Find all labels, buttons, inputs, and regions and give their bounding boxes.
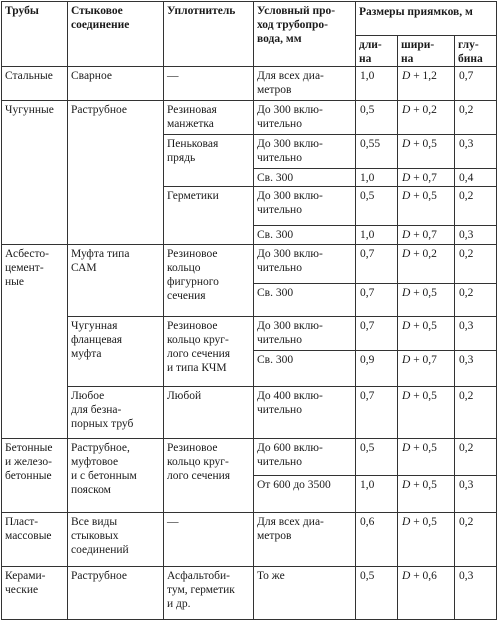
cell-width — [398, 168, 455, 186]
cell-depth: 0,3 — [455, 225, 497, 244]
cell-length: 1,0 — [356, 168, 398, 186]
cell-length: 0,5 — [356, 439, 398, 476]
width-base: D — [402, 248, 411, 261]
cell-nominal: Для всех диа- метров — [254, 513, 356, 566]
cell-joint: Чугунная фланцевая муфта — [68, 317, 164, 387]
cell-length: 1,0 — [356, 476, 398, 513]
cell-nominal: Для всех диа- метров — [254, 67, 356, 101]
cell-nominal: От 600 до 3500 — [254, 476, 356, 513]
cell-depth: 0,3 — [455, 134, 497, 168]
cell-length: 0,7 — [356, 245, 398, 284]
cell-nominal: До 300 вклю- чительно — [254, 134, 356, 168]
cell-seal: Пеньковая прядь — [164, 134, 254, 186]
cell-width — [398, 186, 455, 225]
cell-pipe: Бетонные и железо- бетонные — [2, 439, 68, 513]
cell-nominal: Св. 300 — [254, 168, 356, 186]
cell-seal: Герметики — [164, 186, 254, 244]
cell-width — [398, 439, 455, 476]
cell-depth: 0,2 — [455, 100, 497, 134]
cell-width — [398, 100, 455, 134]
width-add: + 0,7 — [410, 228, 437, 241]
cell-length: 0,7 — [356, 387, 398, 439]
header-depth: глу- бина — [455, 36, 497, 67]
cell-depth: 0,7 — [455, 67, 497, 101]
width-base: D — [402, 103, 411, 116]
cell-depth: 0,3 — [455, 351, 497, 387]
cell-joint: Муфта типа САМ — [68, 245, 164, 317]
cell-nominal: Св. 300 — [254, 225, 356, 244]
cell-seal: — — [164, 513, 254, 566]
width-base: D — [402, 171, 411, 184]
cell-depth: 0,4 — [455, 168, 497, 186]
header-length: дли- на — [356, 36, 398, 67]
cell-nominal: До 300 вклю- чительно — [254, 186, 356, 225]
width-base: D — [402, 137, 411, 150]
width-base: D — [402, 390, 411, 403]
cell-nominal: До 300 вклю- чительно — [254, 245, 356, 284]
width-base: D — [402, 228, 411, 241]
cell-length: 0,5 — [356, 100, 398, 134]
width-add: + 0,2 — [410, 103, 437, 116]
cell-seal: Резиновое кольцо круг- лого сечения — [164, 439, 254, 513]
cell-width — [398, 513, 455, 566]
cell-joint: Раструбное — [68, 100, 164, 245]
cell-seal: Резиновое кольцо фигурного сечения — [164, 245, 254, 317]
table-row — [2, 566, 497, 619]
width-base: D — [402, 442, 411, 455]
cell-nominal: То же — [254, 566, 356, 619]
width-add: + 0,5 — [410, 287, 437, 300]
width-add: + 0,5 — [410, 442, 437, 455]
cell-nominal: Св. 300 — [254, 284, 356, 317]
cell-nominal: До 600 вклю- чительно — [254, 439, 356, 476]
cell-nominal: До 300 вклю- чительно — [254, 317, 356, 351]
table-row — [2, 100, 497, 134]
header-pipes: Трубы — [2, 2, 68, 67]
cell-depth: 0,2 — [455, 245, 497, 284]
cell-length: 0,9 — [356, 351, 398, 387]
cell-width — [398, 225, 455, 244]
width-base: D — [402, 569, 411, 582]
cell-depth: 0,2 — [455, 186, 497, 225]
cell-depth: 0,2 — [455, 284, 497, 317]
width-add: + 0,5 — [410, 479, 437, 492]
width-add: + 0,6 — [410, 569, 437, 582]
width-add: + 0,5 — [410, 390, 437, 403]
cell-depth: 0,3 — [455, 476, 497, 513]
cell-nominal: До 400 вклю- чительно — [254, 387, 356, 439]
cell-depth: 0,2 — [455, 387, 497, 439]
cell-length: 0,7 — [356, 317, 398, 351]
cell-length: 0,5 — [356, 186, 398, 225]
cell-width — [398, 387, 455, 439]
cell-width — [398, 566, 455, 619]
cell-joint: Все виды стыковых соединений — [68, 513, 164, 566]
cell-depth: 0,2 — [455, 439, 497, 476]
cell-length: 1,0 — [356, 225, 398, 244]
width-base: D — [402, 287, 411, 300]
cell-depth: 0,2 — [455, 513, 497, 566]
cell-pipe: Асбесто- цемент- ные — [2, 245, 68, 439]
table-row — [2, 387, 497, 439]
pit-size-table — [1, 1, 497, 620]
table-row — [2, 513, 497, 566]
cell-width — [398, 351, 455, 387]
table-row — [2, 317, 497, 351]
cell-pipe: Стальные — [2, 67, 68, 101]
cell-pipe: Чугунные — [2, 100, 68, 245]
width-base: D — [402, 320, 411, 333]
table-row — [2, 439, 497, 476]
cell-seal: — — [164, 67, 254, 101]
width-base: D — [402, 354, 411, 367]
width-base: D — [402, 70, 411, 82]
cell-length: 0,7 — [356, 284, 398, 317]
header-pit-sizes: Размеры приямков, м — [356, 2, 497, 36]
width-base: D — [402, 479, 411, 492]
header-width: шири- на — [398, 36, 455, 67]
cell-width — [398, 67, 455, 101]
cell-joint: Сварное — [68, 67, 164, 101]
cell-pipe: Керами- ческие — [2, 566, 68, 619]
width-add: + 0,5 — [410, 516, 437, 529]
cell-width — [398, 317, 455, 351]
table-row — [2, 245, 497, 284]
width-add: + 0,5 — [410, 189, 437, 202]
cell-length: 0,5 — [356, 566, 398, 619]
cell-nominal: Св. 300 — [254, 351, 356, 387]
width-add: + 1,2 — [410, 70, 437, 82]
width-add: + 0,5 — [410, 320, 437, 333]
cell-seal: Резиновая манжетка — [164, 100, 254, 134]
cell-seal: Резиновое кольцо круг- лого сечения и типа КЧМ — [164, 317, 254, 387]
width-add: + 0,5 — [410, 137, 437, 150]
cell-depth: 0,3 — [455, 566, 497, 619]
width-base: D — [402, 189, 411, 202]
cell-width — [398, 476, 455, 513]
cell-pipe: Пласт- массовые — [2, 513, 68, 566]
cell-joint: Раструбное — [68, 566, 164, 619]
cell-width — [398, 245, 455, 284]
cell-nominal: До 300 вклю- чительно — [254, 100, 356, 134]
cell-width — [398, 284, 455, 317]
width-base: D — [402, 516, 411, 529]
cell-length: 0,55 — [356, 134, 398, 168]
header-nominal-diameter: Условный про- ход трубопро- вода, мм — [254, 2, 356, 67]
header-seal: Уплотнитель — [164, 2, 254, 67]
width-add: + 0,7 — [410, 171, 437, 184]
width-add: + 0,7 — [410, 354, 437, 367]
cell-depth: 0,3 — [455, 317, 497, 351]
header-joint: Стыковое соединение — [68, 2, 164, 67]
width-add: + 0,2 — [410, 248, 437, 261]
cell-seal: Любой — [164, 387, 254, 439]
table-row — [2, 67, 497, 101]
cell-joint: Раструбное, муфтовое и с бетонным пояском — [68, 439, 164, 513]
cell-length: 0,6 — [356, 513, 398, 566]
cell-joint: Любое для безна- порных труб — [68, 387, 164, 439]
cell-seal: Асфальтоби- тум, герметик и др. — [164, 566, 254, 619]
cell-length: 1,0 — [356, 67, 398, 101]
cell-width — [398, 134, 455, 168]
